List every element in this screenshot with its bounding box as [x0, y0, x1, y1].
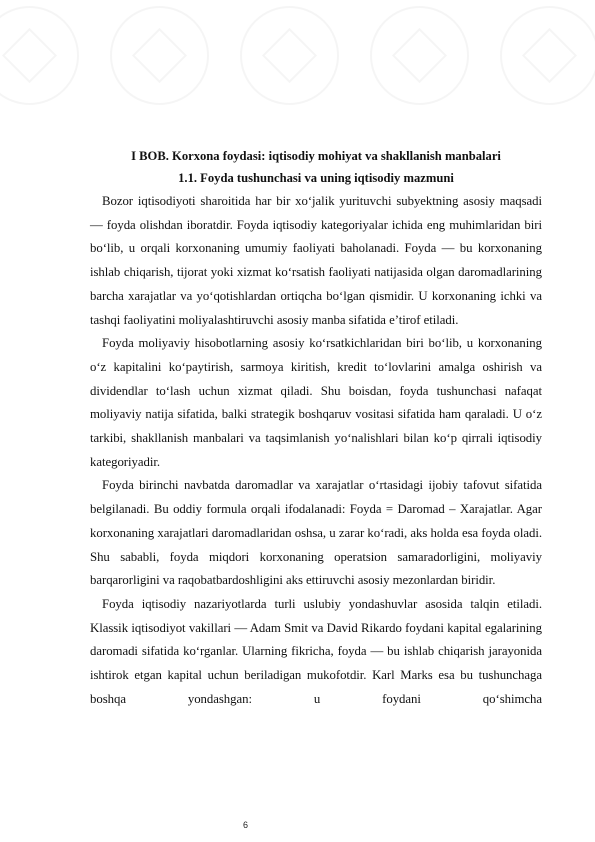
- paragraph: Foyda iqtisodiy nazariyotlarda turli uslubiy yondashuvlar asosida talqin etiladi. Klassik iqtisodiyot vakillari — Adam Smit va David Rikardo foydani kapital egalarining daromadi sifatida ko‘rganlar. Ularning fikricha, foyda — bu ishlab chiqarish jarayonida ishtirok etgan kapital uchun beriladigan mukofotdir. Karl Marks esa bu tushunchaga boshqa yondashgan: u foydani qo‘shimcha: [90, 596, 542, 706]
- paragraph: Bozor iqtisodiyoti sharoitida har bir xo‘jalik yurituvchi subyektning asosiy maqsadi — foyda olishdan iboratdir. Foyda iqtisodiy kategoriyalar ichida eng muhimlaridan biri bo‘lib, u orqali korxonaning umumiy faoliyati baholanadi. Foyda — bu korxonaning ishlab chiqarish, tijorat yoki xizmat ko‘rsatish faoliyati natijasida olgan daromadlarining barcha xarajatlar va yo‘qotishlardan ortiqcha bo‘lgan qismidir. U korxonaning ichki va tashqi faoliyatini moliyalashtiruvchi asosiy manba sifatida e’tirof etiladi.: [90, 194, 542, 327]
- watermark-background: [0, 0, 595, 115]
- chapter-title: I BOB. Korxona foydasi: iqtisodiy mohiyat va shakllanish manbalari: [131, 149, 501, 163]
- watermark-logo: [0, 6, 79, 105]
- watermark-logo: [110, 6, 209, 105]
- paragraph: Foyda birinchi navbatda daromadlar va xarajatlar o‘rtasidagi ijobiy tafovut sifatida belgilanadi. Bu oddiy formula orqali ifodalanadi: Foyda = Daromad – Xarajatlar. Agar korxonaning xarajatlari daromadlaridan oshsa, u zarar ko‘radi, aks holda esa foyda oladi. Shu sababli, foyda miqdori korxonaning operatsion samaradorligini, moliyaviy barqarorligini va raqobatbardoshligini aks ettiruvchi asosiy mezonlardan biridir.: [90, 478, 542, 588]
- watermark-logo: [240, 6, 339, 105]
- watermark-logo: [370, 6, 469, 105]
- document-body: [90, 148, 542, 711]
- section-title: 1.1. Foyda tushunchasi va uning iqtisodiy mazmuni: [178, 171, 454, 185]
- paragraph: Foyda moliyaviy hisobotlarning asosiy ko‘rsatkichlaridan biri bo‘lib, u korxonaning o‘z kapitalini ko‘paytirish, sarmoya kiritish, kredit to‘lovlarini amalga oshirish va dividendlar to‘lash uchun xizmat qiladi. Shu boisdan, foyda tushunchasi nafaqat moliyaviy natija sifatida, balki strategik boshqaruv vositasi sifatida ham qaraladi. U o‘z tarkibi, shakllanish manbalari va taqsimlanish yo‘nalishlari bilan ko‘p qirrali iqtisodiy kategoriyadir.: [90, 336, 542, 469]
- watermark-logo: [500, 6, 595, 105]
- page-number: 6: [243, 820, 249, 830]
